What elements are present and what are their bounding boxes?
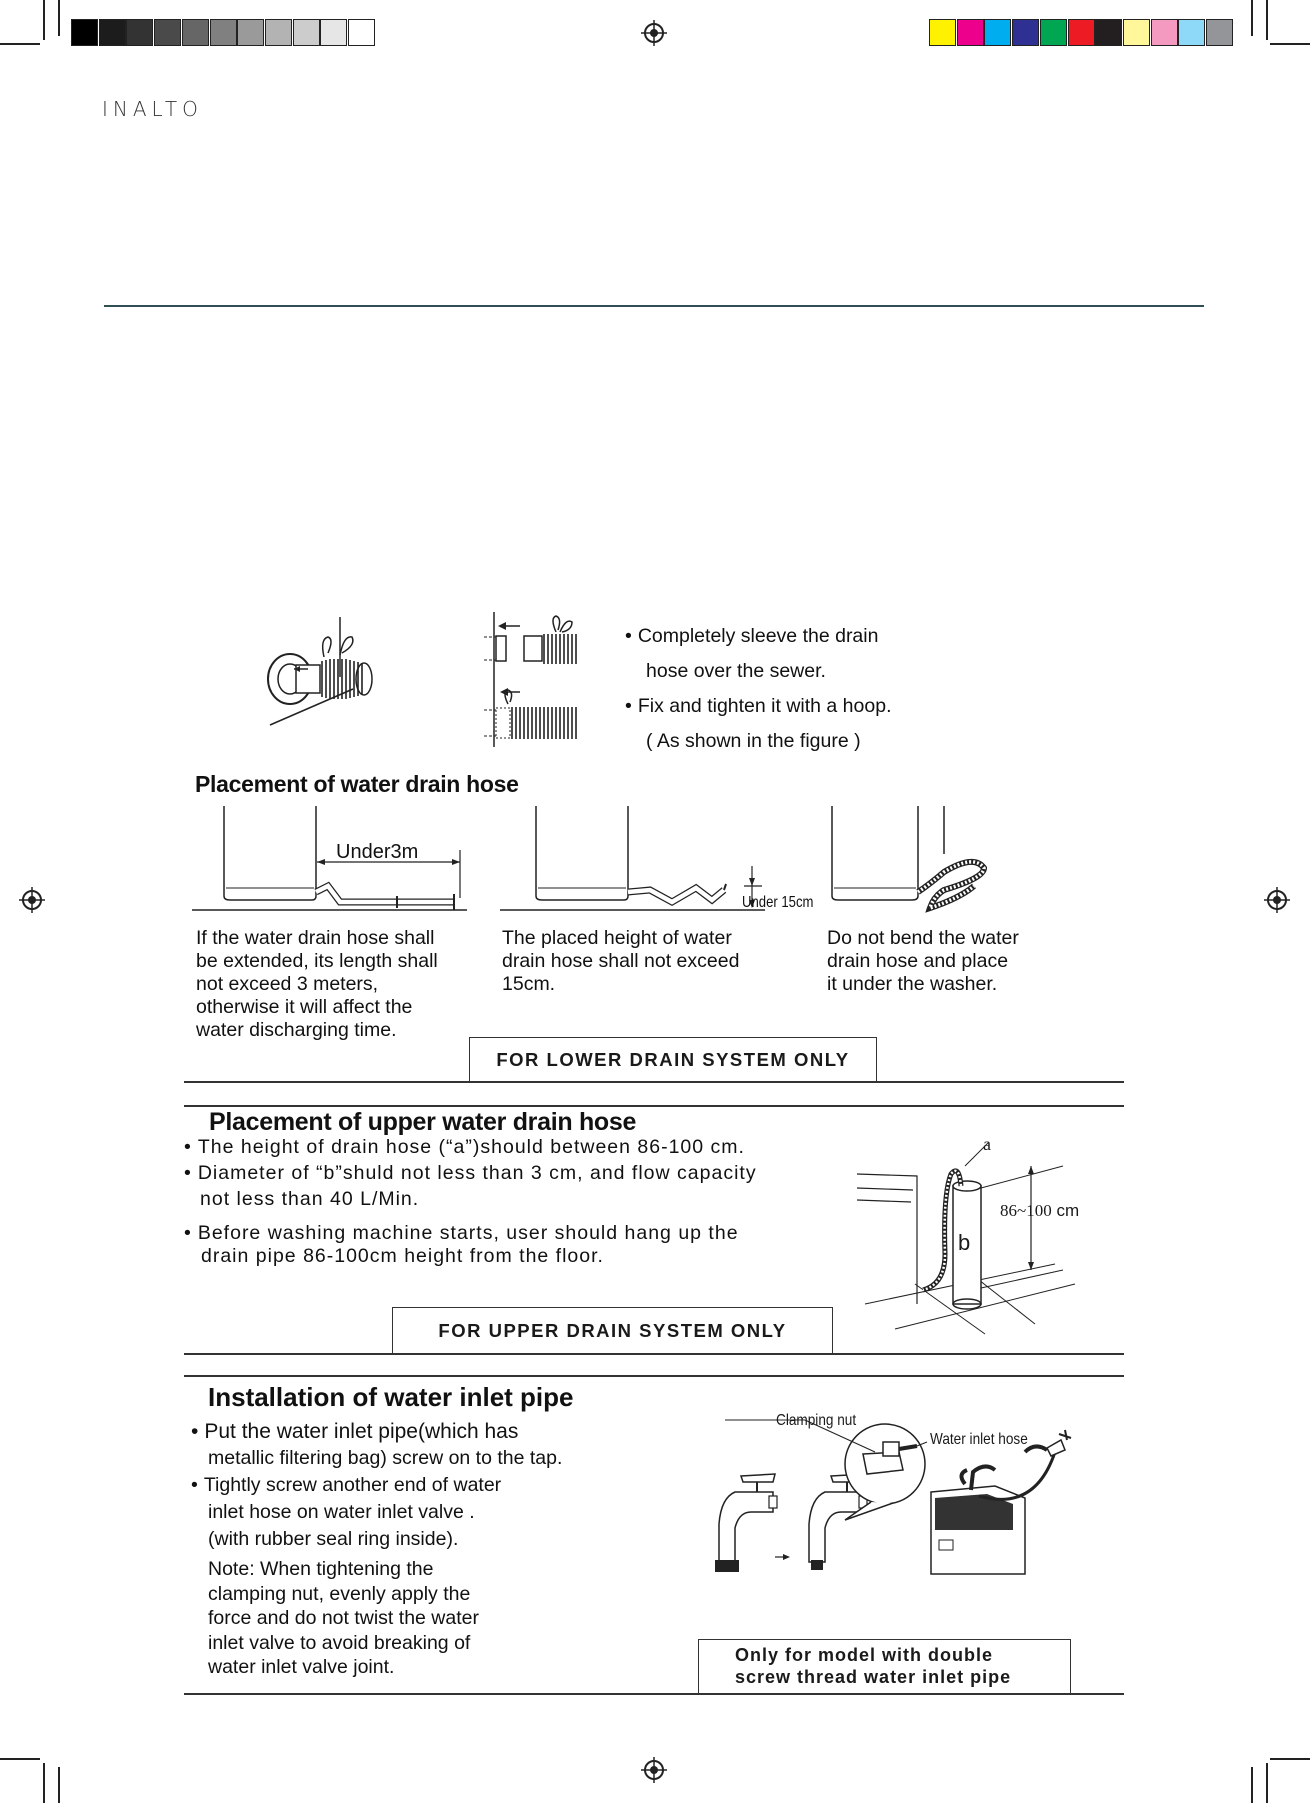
crop-mark [0, 1758, 40, 1760]
col-2-line: 15cm. [502, 973, 556, 995]
color-swatch [237, 19, 264, 46]
inlet-tap-figure [695, 1412, 1105, 1587]
crop-mark [43, 0, 45, 40]
inlet-bullet-1-cont: metallic filtering bag) screw on to the tap. [208, 1447, 563, 1469]
color-swatch [1095, 19, 1122, 46]
upper-drain-badge: FOR UPPER DRAIN SYSTEM ONLY [392, 1307, 833, 1354]
registration-mark-icon [641, 1757, 667, 1783]
crop-mark [0, 43, 40, 45]
col-1-line: not exceed 3 meters, [196, 973, 379, 995]
fig-height-value: 86~100 [1000, 1201, 1052, 1220]
header-divider [104, 305, 1204, 307]
crop-mark [1251, 1767, 1253, 1803]
inlet-bullet-2-cont2: (with rubber seal ring inside). [208, 1528, 459, 1550]
lower-drain-col-2 [502, 927, 739, 996]
sewer-bullet-1-cont: hose over the sewer. [646, 660, 826, 682]
crop-mark [1266, 0, 1268, 40]
color-swatch [1151, 19, 1178, 46]
col-1-line: be extended, its length shall [196, 950, 438, 972]
color-swatch [265, 19, 292, 46]
color-swatch [1040, 19, 1067, 46]
color-swatch [348, 19, 375, 46]
under-15cm-label: Under 15cm [742, 894, 814, 911]
fig-label-a: a [983, 1134, 991, 1154]
color-swatch [929, 19, 956, 46]
clamping-nut-label: Clamping nut [776, 1412, 857, 1429]
sewer-bullet-2-cont: ( As shown in the figure ) [646, 730, 861, 752]
crop-mark [58, 1767, 60, 1803]
water-inlet-hose-label: Water inlet hose [930, 1431, 1028, 1448]
upper-drain-bullet-3: • Before washing machine starts, user should hang up the [184, 1222, 739, 1245]
color-swatch [1206, 19, 1233, 46]
note-line: clamping nut, evenly apply the [208, 1582, 471, 1605]
inlet-model-badge [698, 1639, 1071, 1694]
lower-drain-title: Placement of water drain hose [195, 771, 519, 797]
sewer-bullet-1: • Completely sleeve the drain [625, 625, 878, 648]
color-swatch [320, 19, 347, 46]
note-line: Note: When tightening the [208, 1558, 434, 1580]
col-3-line: Do not bend the water [827, 927, 1019, 949]
color-swatch [1123, 19, 1150, 46]
lower-drain-col-1 [196, 927, 438, 1042]
col-2-line: The placed height of water [502, 927, 732, 949]
upper-drain-bullet-2: • Diameter of “b”shuld not less than 3 cm, and flow capacity [184, 1162, 757, 1185]
lower-drain-col-3 [827, 927, 1019, 996]
color-swatch [1178, 19, 1205, 46]
under-3m-label: Under3m [336, 841, 419, 863]
color-swatch [126, 19, 153, 46]
inlet-note [208, 1557, 479, 1680]
badge-line: Only for model with double [735, 1645, 993, 1665]
color-swatch [99, 19, 126, 46]
inlet-bullet-2-cont: inlet hose on water inlet valve . [208, 1501, 475, 1523]
inlet-title: Installation of water inlet pipe [208, 1382, 574, 1412]
upper-drain-bullet-3-cont: drain pipe 86-100cm height from the floor. [201, 1245, 604, 1267]
drain-hose-length-figure [192, 806, 472, 914]
upper-drain-bullet-2-cont: not less than 40 L/Min. [200, 1188, 420, 1210]
sewer-hose-illustration [258, 617, 408, 727]
col-2-line: drain hose shall not exceed [502, 950, 740, 972]
col-1-line: otherwise it will affect the [196, 996, 413, 1018]
crop-mark [1270, 43, 1310, 45]
inlet-bullet-1: • Put the water inlet pipe(which has [191, 1420, 518, 1443]
color-swatch [71, 19, 98, 46]
crop-mark [1270, 1758, 1310, 1760]
registration-mark-icon [19, 887, 45, 913]
badge-line: screw thread water inlet pipe [735, 1667, 1012, 1687]
section-divider [184, 1375, 1124, 1377]
crop-mark [1251, 0, 1253, 36]
color-swatch [210, 19, 237, 46]
crop-mark [58, 0, 60, 36]
registration-mark-icon [1264, 887, 1290, 913]
drain-hose-height-figure [500, 806, 780, 914]
col-1-line: If the water drain hose shall [196, 927, 435, 949]
crop-mark [43, 1763, 45, 1803]
inlet-bullet-2: • Tightly screw another end of water [191, 1474, 501, 1497]
color-swatch [293, 19, 320, 46]
fig-label-b: b [958, 1230, 971, 1255]
upper-drain-standpipe-figure [855, 1134, 1095, 1334]
fig-label-height [1000, 1201, 1079, 1221]
lower-drain-badge: FOR LOWER DRAIN SYSTEM ONLY [469, 1037, 877, 1082]
upper-drain-title: Placement of upper water drain hose [209, 1108, 637, 1136]
col-1-line: water discharging time. [196, 1019, 397, 1041]
color-swatch [957, 19, 984, 46]
sewer-bullet-2: • Fix and tighten it with a hoop. [625, 695, 891, 718]
note-line: force and do not twist the water [208, 1607, 479, 1629]
note-line: inlet valve to avoid breaking of [208, 1631, 471, 1654]
registration-mark-icon [641, 20, 667, 46]
color-swatch [154, 19, 181, 46]
color-swatch [1012, 19, 1039, 46]
fig-height-unit: cm [1056, 1201, 1080, 1220]
crop-mark [1266, 1763, 1268, 1803]
drain-hose-no-bend-figure [826, 806, 996, 914]
color-swatch [984, 19, 1011, 46]
sewer-sleeve-steps-illustration [484, 612, 599, 747]
note-line: water inlet valve joint. [208, 1656, 395, 1678]
color-swatch [1068, 19, 1095, 46]
brand-logo: INALTO [102, 97, 203, 121]
color-swatch [182, 19, 209, 46]
col-3-line: it under the washer. [827, 973, 998, 995]
col-3-line: drain hose and place [827, 950, 1009, 972]
upper-drain-bullet-1: • The height of drain hose (“a”)should between 86-100 cm. [184, 1136, 745, 1159]
section-divider [184, 1105, 1124, 1107]
